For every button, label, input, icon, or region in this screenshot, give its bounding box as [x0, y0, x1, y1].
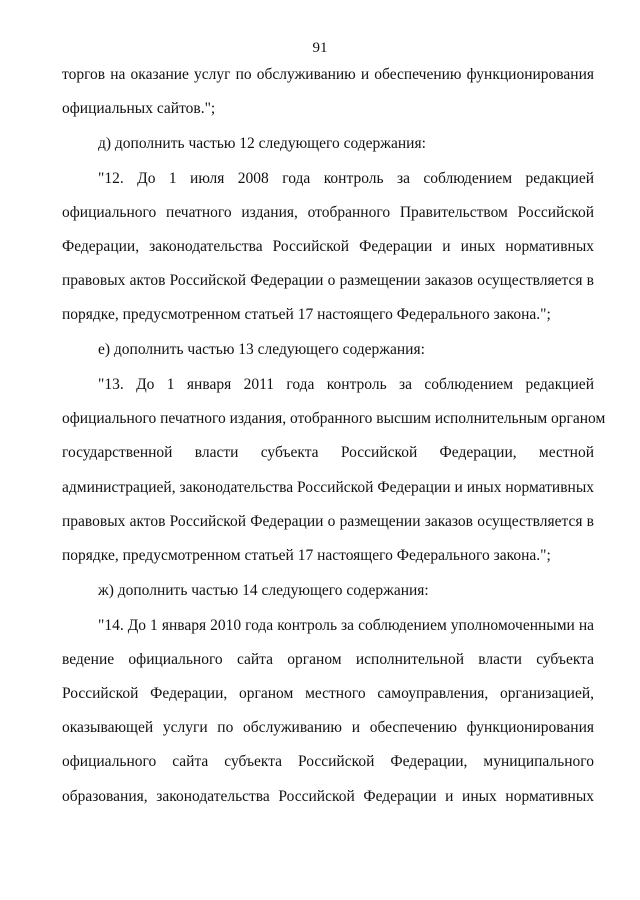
text-line: торгов на оказание услуг по обслуживанию и обеспечению функционирования: [62, 66, 594, 83]
text-line: государственной власти субъекта Российской Федерации, местной: [62, 444, 594, 461]
text-line: официального сайта субъекта Российской Федерации, муниципального: [62, 753, 594, 770]
text-line: оказывающей услуги по обслуживанию и обеспечению функционирования: [62, 719, 594, 736]
text-line: "14. До 1 января 2010 года контроль за соблюдением уполномоченными на: [98, 617, 594, 634]
text-line: "13. До 1 января 2011 года контроль за соблюдением редакцией: [98, 376, 594, 393]
text-line: Федерации, законодательства Российской Федерации и иных нормативных: [62, 238, 594, 255]
text-line: официального печатного издания, отобранного Правительством Российской: [62, 204, 594, 221]
text-line: образования, законодательства Российской Федерации и иных нормативных: [62, 788, 594, 805]
text-line: Российской Федерации, органом местного самоуправления, организацией,: [62, 685, 594, 702]
text-line: официальных сайтов.";: [62, 100, 216, 117]
text-line: ведение официального сайта органом исполнительной власти субъекта: [62, 651, 594, 668]
text-line: правовых актов Российской Федерации о размещении заказов осуществляется в: [62, 272, 594, 289]
text-line: администрацией, законодательства Российской Федерации и иных нормативных: [62, 479, 594, 496]
text-line: ж) дополнить частью 14 следующего содержания:: [98, 582, 429, 599]
text-line: правовых актов Российской Федерации о размещении заказов осуществляется в: [62, 513, 594, 530]
text-line: е) дополнить частью 13 следующего содержания:: [98, 341, 425, 358]
page-number: 91: [312, 40, 328, 56]
text-line: "12. До 1 июля 2008 года контроль за соблюдением редакцией: [98, 170, 594, 187]
text-line: порядке, предусмотренном статьей 17 настоящего Федерального закона.";: [62, 306, 551, 323]
text-line: официального печатного издания, отобранного высшим исполнительным органом: [62, 410, 606, 427]
text-line: д) дополнить частью 12 следующего содержания:: [98, 135, 426, 152]
text-line: порядке, предусмотренном статьей 17 настоящего Федерального закона.";: [62, 547, 551, 564]
